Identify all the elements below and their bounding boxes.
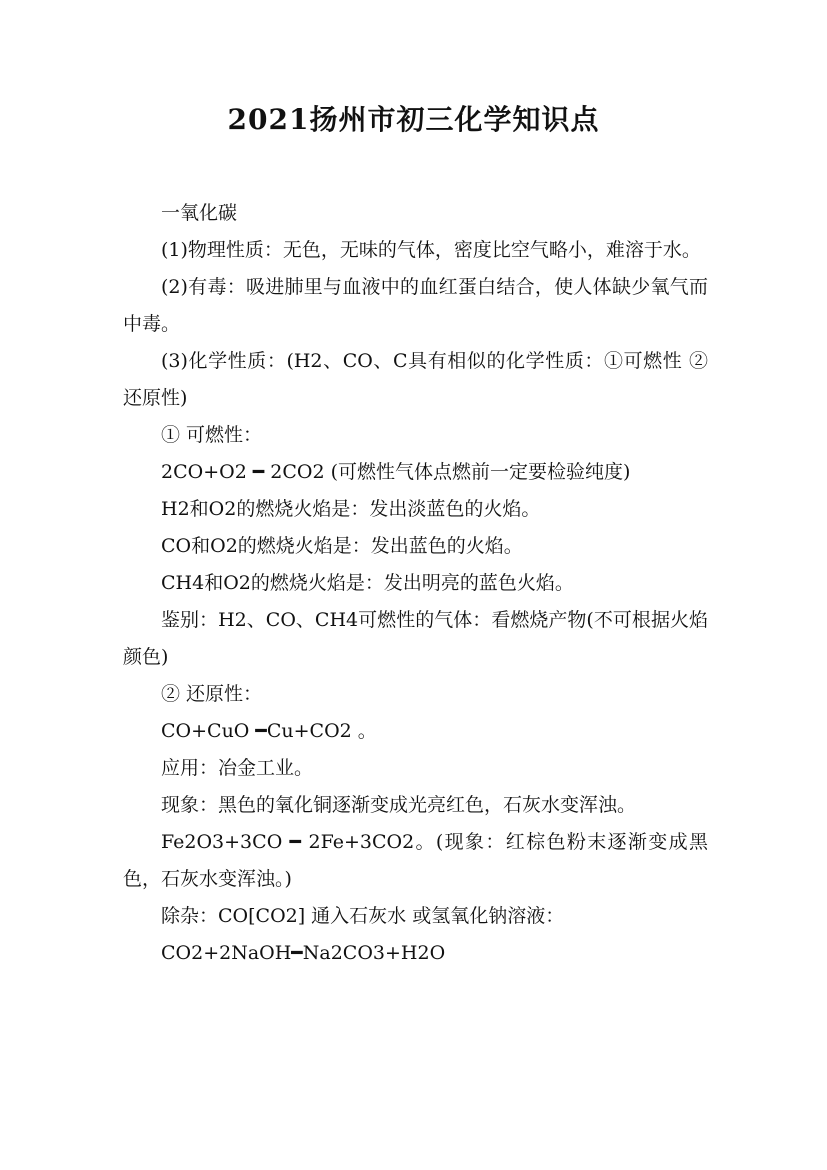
paragraph: CO2+2NaOH━Na2CO3+H2O bbox=[161, 942, 446, 964]
document-title: 2021扬州市初三化学知识点 bbox=[227, 103, 600, 136]
paragraph: 除杂：CO[CO2] 通入石灰水 或氢氧化钠溶液： bbox=[161, 905, 565, 927]
paragraph: (3)化学性质：(H2、CO、C具有相似的化学性质：①可燃性 ②还原性) bbox=[123, 350, 708, 409]
paragraph: CO和O2的燃烧火焰是：发出蓝色的火焰。 bbox=[161, 535, 523, 557]
paragraph: ② 还原性： bbox=[161, 683, 263, 705]
paragraph: H2和O2的燃烧火焰是：发出淡蓝色的火焰。 bbox=[161, 498, 541, 520]
paragraph: 一氧化碳 bbox=[161, 202, 238, 224]
paragraph: 鉴别：H2、CO、CH4可燃性的气体：看燃烧产物(不可根据火焰颜色) bbox=[123, 609, 708, 668]
paragraph: (2)有毒：吸进肺里与血液中的血红蛋白结合，使人体缺少氧气而中毒。 bbox=[123, 276, 708, 335]
paragraph: CH4和O2的燃烧火焰是：发出明亮的蓝色火焰。 bbox=[161, 572, 574, 594]
paragraph: 2CO+O2 ━ 2CO2 (可燃性气体点燃前一定要检验纯度) bbox=[161, 461, 631, 483]
paragraph: ① 可燃性： bbox=[161, 424, 263, 446]
paragraph: 现象：黑色的氧化铜逐渐变成光亮红色，石灰水变浑浊。 bbox=[161, 794, 637, 816]
document-body bbox=[123, 195, 708, 972]
paragraph: CO+CuO ━Cu+CO2 。 bbox=[161, 720, 377, 742]
paragraph: Fe2O3+3CO ━ 2Fe+3CO2。(现象：红棕色粉末逐渐变成黑色，石灰水变浑浊。) bbox=[123, 831, 708, 890]
paragraph: (1)物理性质：无色，无味的气体，密度比空气略小，难溶于水。 bbox=[161, 239, 701, 261]
paragraph: 应用：冶金工业。 bbox=[161, 757, 314, 779]
